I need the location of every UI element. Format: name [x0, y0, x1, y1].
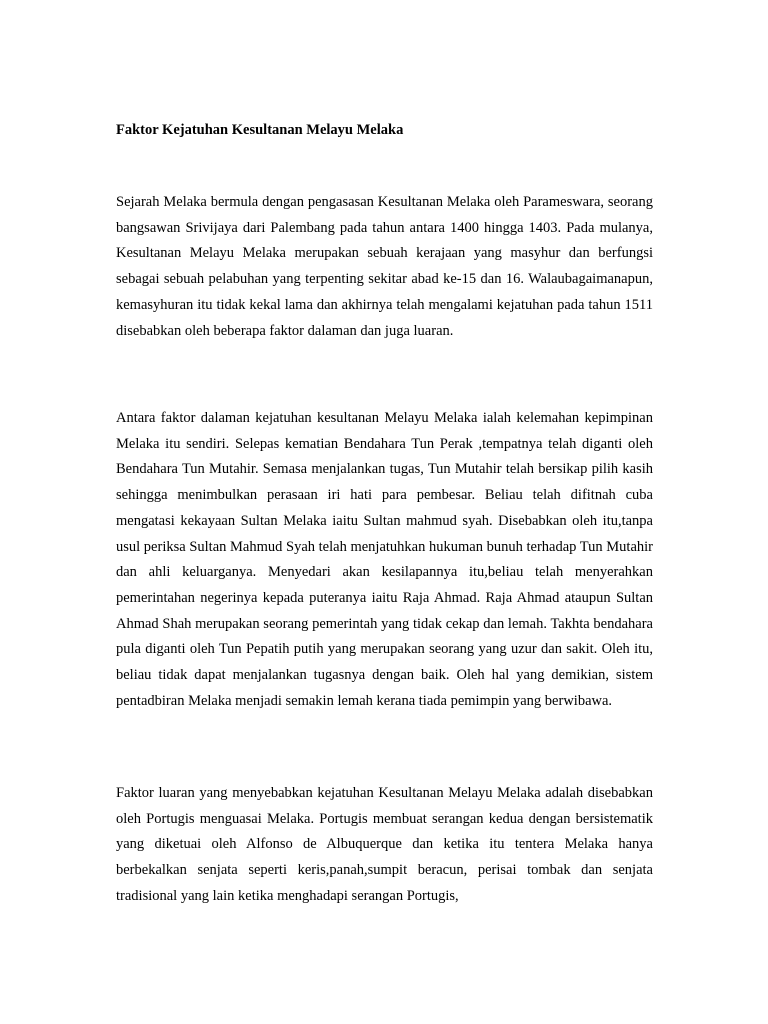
paragraph-external-factors: Faktor luaran yang menyebabkan kejatuhan Kesultanan Melayu Melaka adalah disebabkan oleh Portugis menguasai Melaka. Portugis membuat serangan kedua dengan bersistematik yang diketuai oleh Alfonso de Albuquerque dan ketika itu tentera Melaka hanya berbekalkan senjata seperti keris,panah,sumpit beracun, perisai tombak dan senjata tradisional yang lain ketika menghadapi serangan Portugis, — [116, 785, 653, 904]
paragraph-internal-factors: Antara faktor dalaman kejatuhan kesultanan Melayu Melaka ialah kelemahan kepimpinan Melaka itu sendiri. Selepas kematian Bendahara Tun Perak ,tempatnya telah diganti oleh Bendahara Tun Mutahir. Semasa menjalankan tugas, Tun Mutahir telah bersikap pilih kasih sehingga menimbulkan perasaan iri hati para pembesar. Beliau telah difitnah cuba mengatasi kekayaan Sultan Melaka iaitu Sultan mahmud syah. Disebabkan oleh itu,tanpa usul periksa Sultan Mahmud Syah telah menjatuhkan hukuman bunuh terhadap Tun Mutahir dan ahli keluarganya. Menyedari akan kesilapannya itu,beliau telah menyerahkan pemerintahan negerinya kepada puteranya iaitu Raja Ahmad. Raja Ahmad ataupun Sultan Ahmad Shah merupakan seorang pemerintah yang tidak cekap dan lemah. Takhta bendahara pula diganti oleh Tun Pepatih putih yang merupakan seorang yang uzur dan sakit. Oleh itu, beliau tidak dapat menjalankan tugasnya dengan baik. Oleh hal yang demikian, sistem pentadbiran Melaka menjadi semakin lemah kerana tiada pemimpin yang berwibawa. — [116, 410, 653, 709]
document-title: Faktor Kejatuhan Kesultanan Melayu Melaka — [116, 122, 404, 138]
paragraph-introduction: Sejarah Melaka bermula dengan pengasasan Kesultanan Melaka oleh Parameswara, seorang bangsawan Srivijaya dari Palembang pada tahun antara 1400 hingga 1403. Pada mulanya, Kesultanan Melayu Melaka merupakan sebuah kerajaan yang masyhur dan berfungsi sebagai sebuah pelabuhan yang terpenting sekitar abad ke-15 dan 16. Walaubagaimanapun, kemasyhuran itu tidak kekal lama dan akhirnya telah mengalami kejatuhan pada tahun 1511 disebabkan oleh beberapa faktor dalaman dan juga luaran. — [116, 194, 653, 339]
